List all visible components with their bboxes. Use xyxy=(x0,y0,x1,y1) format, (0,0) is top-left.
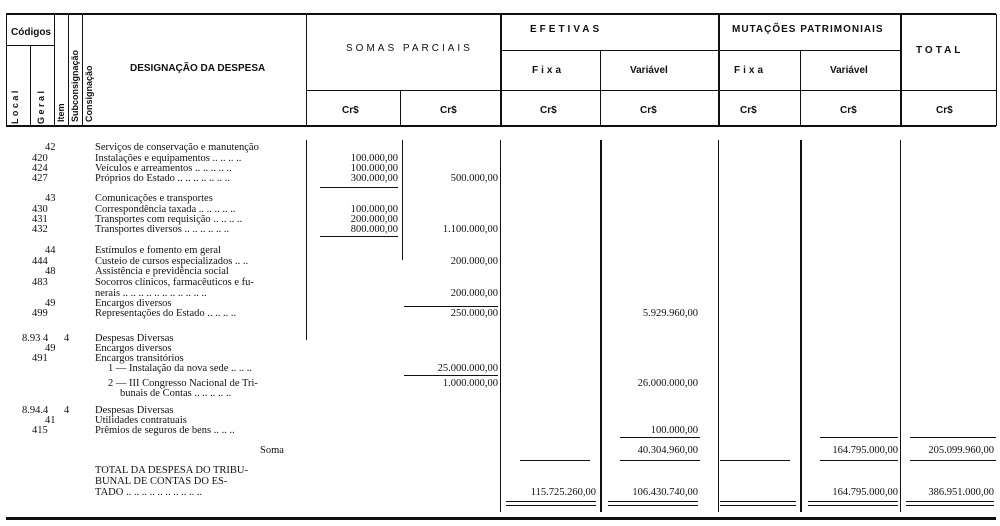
partial-sum-1: 100.000,00 xyxy=(350,153,398,164)
row-code: 431 xyxy=(32,214,48,225)
row-description: Encargos transitórios xyxy=(95,353,184,364)
total-rule xyxy=(906,501,994,502)
col-divider xyxy=(306,14,307,126)
soma-label: Soma xyxy=(260,445,284,456)
partial-sum-1: 200.000,00 xyxy=(350,214,398,225)
efetivas-variavel-label: Variável xyxy=(630,65,668,76)
row-code: 43 xyxy=(45,193,56,204)
total-rule xyxy=(808,501,898,502)
col-divider xyxy=(500,140,501,512)
partial-sum-1: 100.000,00 xyxy=(350,163,398,174)
partial-sum-2: 500.000,00 xyxy=(450,173,498,184)
row-description: Próprios do Estado .. .. .. .. .. .. .. xyxy=(95,173,231,184)
col-divider xyxy=(68,14,69,126)
mutacoes-fixa-label: Fixa xyxy=(734,65,767,76)
total-despesa-line3: TADO .. .. .. .. .. .. .. .. .. .. xyxy=(95,487,203,498)
partial-sum-2: 25.000.000,00 xyxy=(437,363,498,374)
row-description: bunais de Contas .. .. .. .. .. xyxy=(120,388,232,399)
efetivas-label: EFETIVAS xyxy=(530,24,603,35)
row-description: Representações do Estado .. .. .. .. xyxy=(95,308,237,319)
efetiva-variavel: 5.929.960,00 xyxy=(642,308,698,319)
total-despesa-line1: TOTAL DA DESPESA DO TRIBU- xyxy=(95,465,248,476)
soma-rule xyxy=(820,460,898,461)
row-code: 420 xyxy=(32,153,48,164)
row-code: 430 xyxy=(32,204,48,215)
codigos-label: Códigos xyxy=(11,27,51,38)
row-description: Despesas Diversas xyxy=(95,333,174,344)
subtotal-rule xyxy=(404,375,498,376)
col-divider xyxy=(996,14,997,126)
soma-rule xyxy=(620,437,700,438)
col-divider xyxy=(82,14,83,126)
soma-rule xyxy=(620,460,700,461)
soma-mut-variavel: 164.795.000,00 xyxy=(832,445,898,456)
soma-rule xyxy=(820,437,898,438)
soma-rule xyxy=(910,437,996,438)
row-description: Custeio de cursos especializados .. .. xyxy=(95,256,249,267)
row-code: 427 xyxy=(32,173,48,184)
col-divider xyxy=(900,140,901,512)
total-total: 386.951.000,00 xyxy=(928,487,994,498)
item-label: Item xyxy=(56,103,66,122)
page-bottom-rule xyxy=(6,517,996,520)
geral-label: G e r a l xyxy=(36,90,46,124)
row-code: 8.94.4 xyxy=(22,405,49,416)
row-description: Socorros clínicos, farmacêuticos e fu- xyxy=(95,277,254,288)
total-rule xyxy=(720,501,796,502)
row-description: Assistência e previdência social xyxy=(95,266,229,277)
subtotal-rule xyxy=(320,236,398,237)
row-code: 49 xyxy=(45,298,56,309)
row-description: Comunicações e transportes xyxy=(95,193,213,204)
row-code: 4 xyxy=(64,405,70,416)
currency-row-divider xyxy=(306,90,996,91)
partial-sum-2: 200.000,00 xyxy=(450,288,498,299)
row-code: 432 xyxy=(32,224,48,235)
subtotal-rule xyxy=(320,187,398,188)
row-code: 42 xyxy=(45,142,56,153)
soma-rule xyxy=(720,460,790,461)
row-description: nerais .. .. .. .. .. .. .. .. .. .. .. xyxy=(95,288,207,299)
total-mut-variavel: 164.795.000,00 xyxy=(832,487,898,498)
row-description: 1 — Instalação da nova sede .. .. .. xyxy=(108,363,253,374)
row-code: 424 xyxy=(32,163,48,174)
mutacoes-variavel-label: Variável xyxy=(830,65,868,76)
currency-label: Cr$ xyxy=(640,105,657,116)
soma-rule xyxy=(520,460,590,461)
row-description: Serviços de conservação e manutenção xyxy=(95,142,259,153)
row-code: 8.93 4 xyxy=(22,333,49,344)
currency-label: Cr$ xyxy=(540,105,557,116)
row-description: Estímulos e fomento em geral xyxy=(95,245,221,256)
total-rule xyxy=(506,505,596,506)
currency-label: Cr$ xyxy=(342,105,359,116)
soma-variavel: 40.304.960,00 xyxy=(637,445,698,456)
partial-sum-1: 800.000,00 xyxy=(350,224,398,235)
efetivas-fixa-label: Fixa xyxy=(532,65,565,76)
currency-label: Cr$ xyxy=(740,105,757,116)
col-divider xyxy=(900,14,902,126)
row-description: Transportes diversos .. .. .. .. .. .. xyxy=(95,224,230,235)
efetiva-variavel: 26.000.000,00 xyxy=(637,378,698,389)
soma-total: 205.099.960,00 xyxy=(928,445,994,456)
total-variavel: 106.430.740,00 xyxy=(632,487,698,498)
total-rule xyxy=(808,505,898,506)
row-description: Instalações e equipamentos .. .. .. .. xyxy=(95,153,242,164)
soma-rule xyxy=(910,460,996,461)
row-description: 2 — III Congresso Nacional de Tri- xyxy=(108,378,258,389)
mutacoes-label: MUTAÇÕES PATRIMONIAIS xyxy=(732,24,884,35)
col-divider xyxy=(6,14,7,126)
currency-label: Cr$ xyxy=(440,105,457,116)
row-description: Veículos e arreamentos .. .. .. .. .. xyxy=(95,163,232,174)
col-divider xyxy=(402,140,403,260)
consignacao-label: Consignação xyxy=(84,65,94,122)
row-code: 415 xyxy=(32,425,48,436)
partial-sum-2: 250.000,00 xyxy=(450,308,498,319)
partial-sum-2: 1.100.000,00 xyxy=(442,224,498,235)
col-divider xyxy=(600,50,601,126)
partial-sum-2: 1.000.000,00 xyxy=(442,378,498,389)
codigos-divider xyxy=(6,45,54,46)
col-divider xyxy=(30,46,31,126)
total-rule xyxy=(608,501,698,502)
row-description: Utilidades contratuais xyxy=(95,415,187,426)
total-rule xyxy=(506,501,596,502)
total-rule xyxy=(906,505,994,506)
row-code: 4 xyxy=(64,333,70,344)
currency-label: Cr$ xyxy=(840,105,857,116)
row-description: Encargos diversos xyxy=(95,343,172,354)
col-divider xyxy=(500,14,502,126)
total-rule xyxy=(720,505,796,506)
total-rule xyxy=(608,505,698,506)
row-description: Encargos diversos xyxy=(95,298,172,309)
col-divider xyxy=(800,140,802,512)
col-divider xyxy=(718,14,720,126)
row-code: 444 xyxy=(32,256,48,267)
row-description: Despesas Diversas xyxy=(95,405,174,416)
row-description: Correspondência taxada .. .. .. .. .. xyxy=(95,204,236,215)
col-divider xyxy=(718,140,719,512)
total-label: TOTAL xyxy=(916,45,964,56)
total-fixa: 115.725.260,00 xyxy=(530,487,596,498)
efetiva-variavel: 100.000,00 xyxy=(650,425,698,436)
col-divider xyxy=(800,50,801,126)
row-code: 491 xyxy=(32,353,48,364)
partial-sum-1: 100.000,00 xyxy=(350,204,398,215)
somas-parciais-label: SOMAS PARCIAIS xyxy=(346,43,473,54)
designacao-label: DESIGNAÇÃO DA DESPESA xyxy=(130,63,266,74)
row-code: 48 xyxy=(45,266,56,277)
col-divider xyxy=(54,14,55,126)
local-label: L o c a l xyxy=(10,90,20,124)
row-description: Prêmios de seguros de bens .. .. .. xyxy=(95,425,235,436)
row-code: 483 xyxy=(32,277,48,288)
partial-sum-2: 200.000,00 xyxy=(450,256,498,267)
subconsignacao-label: Subconsignação xyxy=(70,49,80,122)
total-despesa-line2: BUNAL DE CONTAS DO ES- xyxy=(95,476,228,487)
row-code: 49 xyxy=(45,343,56,354)
col-divider xyxy=(600,140,602,512)
partial-sum-1: 300.000,00 xyxy=(350,173,398,184)
row-description: Transportes com requisição .. .. .. .. xyxy=(95,214,243,225)
subtotal-rule xyxy=(404,306,498,307)
row-code: 41 xyxy=(45,415,56,426)
efetivas-divider xyxy=(500,50,900,51)
currency-label: Cr$ xyxy=(936,105,953,116)
col-divider xyxy=(400,90,401,126)
row-code: 44 xyxy=(45,245,56,256)
row-code: 499 xyxy=(32,308,48,319)
